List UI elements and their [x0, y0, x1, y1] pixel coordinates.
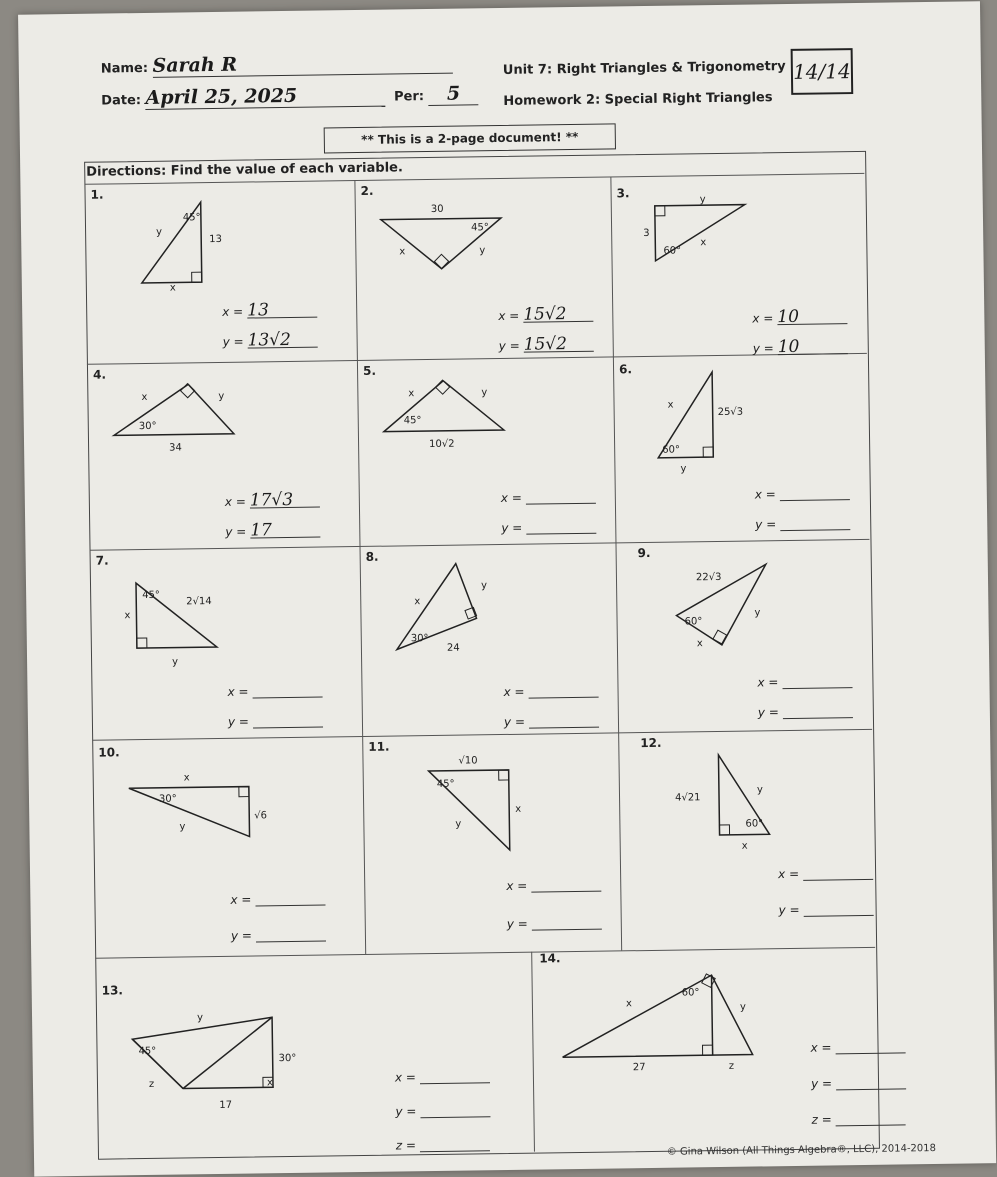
side-label: x	[696, 638, 703, 650]
answer-value: 13	[247, 303, 317, 319]
problem-number: 14.	[539, 951, 561, 966]
side-label: √6	[254, 810, 268, 822]
answer-value	[528, 683, 598, 699]
y-answer-11[interactable]: y =	[507, 915, 602, 931]
answer-value	[780, 515, 850, 531]
x-answer-9[interactable]: x =	[757, 673, 852, 689]
y-answer-3[interactable]: y = 10	[753, 339, 848, 355]
side-label: 10√2	[429, 438, 455, 451]
x-answer-4[interactable]: x = 17√3	[225, 493, 320, 509]
answer-value	[526, 519, 596, 535]
x-answer-3[interactable]: x = 10	[752, 309, 847, 325]
y-answer-1[interactable]: y = 13√2	[223, 333, 318, 349]
two-page-banner: ** This is a 2-page document! **	[324, 123, 616, 153]
angle-label: 45°	[138, 1045, 157, 1058]
side-label: y	[699, 194, 706, 206]
x-answer-13[interactable]: x =	[395, 1068, 490, 1084]
side-label: x	[414, 596, 421, 608]
answer-value	[531, 877, 601, 893]
side-label: y	[756, 784, 763, 796]
angle-label: 60°	[681, 987, 700, 999]
answer-value	[420, 1102, 490, 1118]
answer-value: 13√2	[248, 333, 318, 349]
side-label: 22√3	[695, 571, 722, 584]
side-label: x	[141, 391, 148, 404]
triangle-figure-6	[637, 366, 769, 478]
answer-value	[252, 683, 322, 699]
angle-label: 60°	[662, 444, 681, 456]
side-label: y	[179, 821, 186, 833]
y-answer-2[interactable]: y = 15√2	[499, 337, 594, 353]
side-label: x	[169, 282, 176, 294]
y-answer-8[interactable]: y =	[504, 713, 599, 729]
triangle-figure-2	[371, 198, 522, 280]
unit-title: Unit 7: Right Triangles & Trigonometry	[502, 59, 786, 78]
x-answer-6[interactable]: x =	[755, 485, 850, 501]
side-label: x	[183, 772, 190, 784]
problem-number: 2.	[360, 183, 374, 198]
triangle-figure-10	[119, 766, 268, 858]
x-answer-1[interactable]: x = 13	[222, 303, 317, 319]
directions: Directions: Find the value of each variable.	[86, 160, 403, 180]
y-answer-14[interactable]: y =	[811, 1074, 906, 1090]
side-label: x	[124, 610, 131, 622]
side-label: x	[399, 246, 406, 258]
y-answer-5[interactable]: y =	[501, 519, 596, 535]
answer-value	[836, 1074, 906, 1090]
x-answer-11[interactable]: x =	[506, 877, 601, 893]
date-field	[101, 82, 479, 110]
side-label: 30	[430, 203, 444, 215]
answer-value	[420, 1068, 490, 1084]
x-answer-2[interactable]: x = 15√2	[498, 307, 593, 323]
answer-value	[255, 891, 325, 907]
triangle-figure-3	[625, 194, 766, 276]
copyright-footer: © Gina Wilson (All Things Algebra®, LLC), 2014-2018	[666, 1143, 937, 1158]
side-label: x	[667, 399, 674, 411]
angle-label: 45°	[436, 778, 455, 790]
problem-number: 1.	[90, 187, 104, 202]
problem-number: 11.	[368, 739, 390, 754]
side-label: y	[455, 818, 462, 830]
score-box: 14/14	[791, 48, 854, 95]
problem-number: 10.	[98, 745, 120, 760]
y-answer-4[interactable]: y = 17	[225, 523, 320, 539]
problem-number: 7.	[95, 553, 109, 568]
name-label: Name:	[100, 60, 149, 77]
side-label: 17	[219, 1099, 233, 1112]
x-answer-10[interactable]: x =	[230, 891, 325, 907]
side-label: x	[515, 803, 522, 815]
y-answer-6[interactable]: y =	[755, 515, 850, 531]
problem-number: 4.	[92, 367, 107, 382]
side-label: y	[172, 656, 179, 668]
y-answer-12[interactable]: y =	[779, 901, 874, 917]
triangle-figure-1	[101, 192, 242, 294]
side-label: 25√3	[717, 406, 744, 418]
side-label: 24	[446, 642, 460, 654]
angle-label: 60°	[663, 245, 682, 257]
answer-value	[529, 713, 599, 729]
y-answer-13[interactable]: y =	[395, 1102, 490, 1118]
angle-label: 60°	[684, 616, 703, 628]
answer-value	[783, 703, 853, 719]
problem-number: 3.	[616, 186, 630, 201]
angle-label: 45°	[403, 415, 422, 427]
side-label: z	[148, 1078, 155, 1090]
side-label: x	[741, 840, 748, 852]
date-label: Date:	[101, 93, 142, 109]
answer-value	[836, 1110, 906, 1126]
triangle-figure-7	[106, 572, 247, 674]
x-answer-8[interactable]: x =	[503, 683, 598, 699]
side-label: y	[196, 1012, 204, 1024]
side-label: y	[218, 390, 225, 402]
side-label: 3	[643, 227, 650, 240]
angle-label: 30°	[410, 633, 429, 645]
answer-value: 10	[777, 309, 847, 325]
side-label: x	[625, 998, 632, 1010]
worksheet-page	[18, 1, 996, 1176]
side-label: 34	[169, 442, 182, 454]
answer-value	[526, 489, 596, 505]
name-value: Sarah R	[152, 53, 238, 77]
problem-number: 13.	[101, 983, 124, 998]
side-label: √10	[458, 755, 478, 767]
answer-value	[253, 713, 323, 729]
side-label: y	[754, 607, 761, 619]
x-answer-7[interactable]: x =	[227, 683, 322, 699]
problem-number: 8.	[365, 549, 379, 564]
answer-value: 17	[250, 523, 320, 539]
side-label: x	[700, 237, 707, 249]
answer-value: 15√2	[523, 307, 593, 323]
answer-value: 10	[778, 339, 848, 355]
y-answer-9[interactable]: y =	[758, 703, 853, 719]
answer-value	[803, 901, 873, 917]
triangle-figure-4	[103, 373, 254, 455]
side-label: y	[156, 226, 163, 238]
y-answer-7[interactable]: y =	[228, 713, 323, 729]
side-label: y	[680, 463, 687, 475]
triangle-figure-12	[658, 744, 810, 856]
answer-value	[256, 927, 326, 943]
x-answer-12[interactable]: x =	[778, 865, 873, 881]
triangle-figure-8	[386, 558, 508, 670]
x-answer-5[interactable]: x =	[501, 489, 596, 505]
problem-number: 5.	[362, 363, 377, 378]
angle-label: 45°	[182, 212, 201, 224]
side-label: 27	[632, 1062, 646, 1074]
angle-label: 45°	[142, 589, 160, 602]
side-label: y	[480, 580, 488, 592]
triangle-figure-5	[373, 370, 524, 452]
side-label: z	[728, 1060, 735, 1072]
angle-label: 30°	[138, 420, 157, 433]
side-label: y	[739, 1001, 746, 1013]
answer-value	[780, 485, 850, 501]
side-label: x	[408, 388, 415, 400]
side-label: y	[481, 387, 488, 399]
y-answer-10[interactable]: y =	[231, 927, 326, 943]
side-label: 13	[209, 233, 223, 246]
angle-label: 45°	[470, 222, 489, 234]
side-label: 4√21	[674, 792, 701, 804]
composite-figure-13	[122, 1007, 314, 1120]
answer-value	[420, 1136, 490, 1152]
problem-number: 6.	[618, 362, 633, 377]
answer-value	[835, 1038, 905, 1054]
answer-value: 17√3	[250, 493, 320, 509]
triangle-figure-9	[656, 559, 787, 661]
composite-figure-14	[551, 964, 773, 1077]
z-answer-14[interactable]: z =	[811, 1110, 905, 1126]
per-value: 5	[446, 82, 461, 105]
date-value: April 25, 2025	[145, 84, 298, 109]
answer-value: 15√2	[524, 337, 594, 353]
per-label: Per:	[393, 89, 425, 105]
side-label: y	[479, 245, 486, 257]
problem-number: 12.	[640, 735, 662, 751]
triangle-figure-11	[408, 750, 540, 862]
answer-value	[803, 865, 873, 881]
x-answer-14[interactable]: x =	[810, 1038, 905, 1054]
answer-value	[782, 673, 852, 689]
side-label: x	[266, 1077, 273, 1089]
name-field	[101, 51, 453, 79]
problem-number: 9.	[637, 545, 651, 561]
angle-label: 30°	[278, 1052, 297, 1065]
side-label: 2√14	[186, 596, 212, 608]
angle-label: 30°	[158, 793, 177, 805]
answer-value	[532, 915, 602, 931]
z-answer-13[interactable]: z =	[396, 1136, 490, 1152]
homework-title: Homework 2: Special Right Triangles	[503, 90, 773, 109]
angle-label: 60°	[745, 818, 764, 830]
